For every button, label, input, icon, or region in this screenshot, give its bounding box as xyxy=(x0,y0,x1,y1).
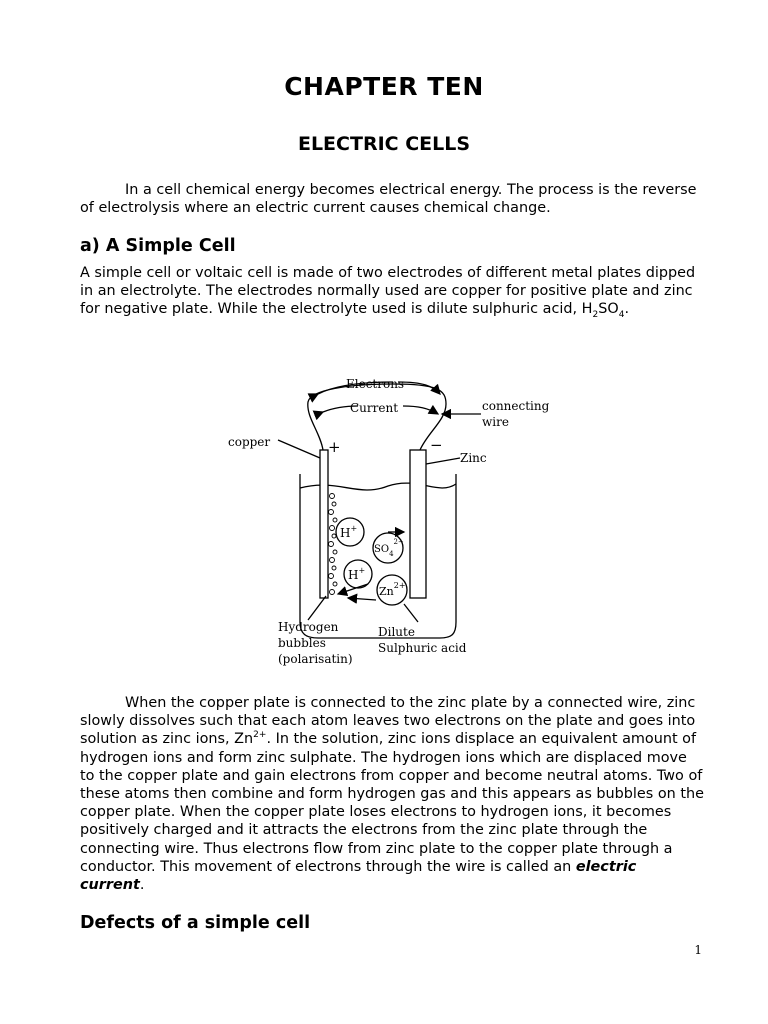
simple-cell-heading: a) A Simple Cell xyxy=(80,236,236,256)
label-minus: − xyxy=(430,436,443,454)
label-h-ion-1: H+ xyxy=(340,524,358,540)
zn-charge-sup: 2+ xyxy=(253,730,267,741)
simple-cell-text: A simple cell or voltaic cell is made of two electrodes of different metal plates dipped in an electrolyte. The electrodes normally used are copper for positive plate and zinc for negative plate. While the electrolyte used is dilute sulphuric acid, xyxy=(80,265,696,318)
formula-so: SO xyxy=(598,301,619,318)
label-electrons: Electrons xyxy=(346,377,405,391)
section-title: ELECTRIC CELLS xyxy=(297,133,471,155)
label-connecting: connecting xyxy=(482,399,550,413)
label-so4: $SO_4^{2-}$ xyxy=(374,538,404,558)
formula-end: . xyxy=(624,301,630,318)
label-current: Current xyxy=(350,401,399,415)
defects-heading: Defects of a simple cell xyxy=(80,913,311,933)
label-copper: copper xyxy=(228,435,271,449)
label-polarisatin: (polarisatin) xyxy=(278,652,353,666)
label-bubbles: bubbles xyxy=(278,636,326,650)
intro-paragraph: In a cell chemical energy becomes electrical energy. The process is the reverse of electrolysis where an electric current causes chemical change. xyxy=(80,182,697,217)
hydrogen-bubbles xyxy=(329,494,338,595)
label-hydrogen: Hydrogen xyxy=(278,620,339,634)
formula-sub-4: 4 xyxy=(618,310,625,321)
label-zinc: Zinc xyxy=(460,451,487,465)
explanation-paragraph xyxy=(80,694,705,894)
explanation-text-2: . In the solution, zinc ions displace an equivalent amount of hydrogen ions and form zinc sulphate. The hydrogen ions which are displaced move to the copper plate and gain electrons from copper and become neutral atoms. Two of these atoms then combine and form hydrogen gas and this appears as bubbles on the copper plate. When the copper plate loses electrons to hydrogen ions, it becomes positively charged and it attracts the electrons from the zinc plate through the connecting wire. Thus electrons flow from zinc plate to the copper plate through a conductor. This movement of electrons through the wire is called an xyxy=(80,731,704,875)
label-plus: + xyxy=(328,438,341,456)
label-h-ion-2: H+ xyxy=(348,566,366,582)
label-sulphuric-acid: Sulphuric acid xyxy=(378,641,467,655)
explanation-text-1: When the copper plate is connected to the zinc plate by a connected wire, zinc slowly dissolves such that each atom leaves two electrons on the plate and goes into solution as zinc ions, Zn xyxy=(80,695,696,748)
label-zn: $Zn^{2+}$ xyxy=(379,581,406,598)
chapter-title: CHAPTER TEN xyxy=(284,72,484,101)
formula-sub-2: 2 xyxy=(592,310,599,321)
label-dilute: Dilute xyxy=(378,625,415,639)
label-wire: wire xyxy=(482,415,509,429)
page-number: 1 xyxy=(694,943,702,957)
copper-plate xyxy=(320,450,328,598)
simple-cell-diagram xyxy=(228,372,558,672)
simple-cell-paragraph xyxy=(80,264,705,319)
formula-h: H xyxy=(581,301,593,318)
explanation-end: . xyxy=(139,877,145,894)
electric-current-term: electric current xyxy=(80,858,637,894)
zinc-plate xyxy=(410,450,426,598)
